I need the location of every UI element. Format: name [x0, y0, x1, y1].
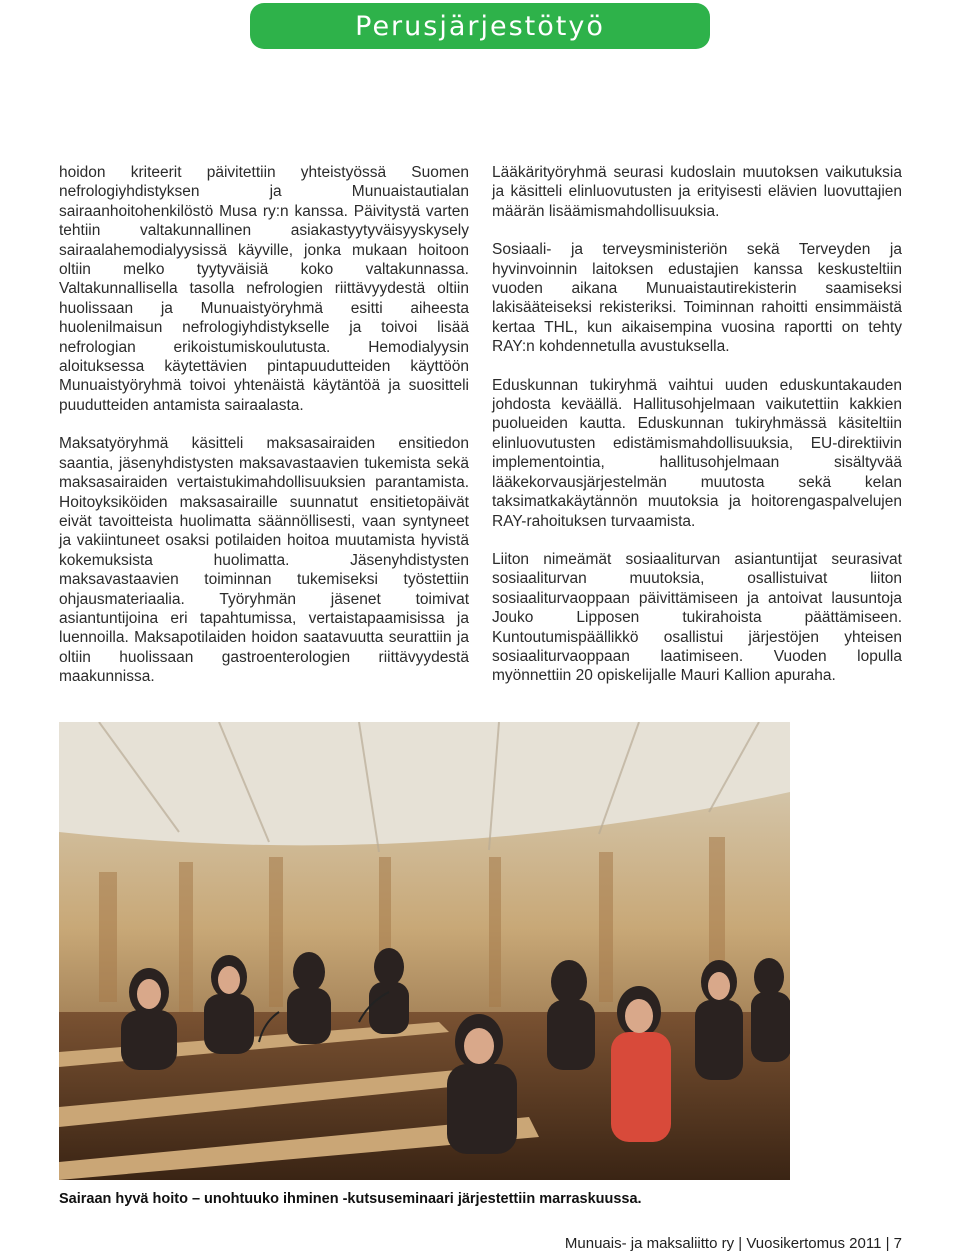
section-header: [250, 3, 710, 49]
seminar-photo-illustration: [59, 722, 790, 1180]
paragraph: Maksatyöryhmä käsitteli maksasairaiden ensitiedon saantia, jäsenyhdistysten maksavastaavien tukemista sekä maksasairaiden vertaistukimahdollisuuksien parantamista. Hoitoyksiköiden maksasairaille suunnatut ensitietopäivät eivät tavoitteista huolimatta säännöllisesti, vaan syntyneet ja vakiintuneet osaksi potilaiden hoitoa muutamista hyvistä kokemuksista huolimatta. Jäsenyhdistysten maksavastaavien toiminnan tukemiseksi työstettiin ohjausmateriaalia. Työryhmän jäsenet toimivat asiantuntijoina eri tapahtumissa, vertaistapaamisissa ja luennoilla. Maksapotilaiden hoidon saatavuutta seurattiin ja oltiin huolissaan gastroenterologien riittävyydestä maakunnissa.: [59, 435, 469, 686]
paragraph: Lääkärityöryhmä seurasi kudoslain muutoksen vaikutuksia ja käsitteli elinluovutusten ja erityisesti elävien luovuttajien määrän lisäämismahdollisuuksia.: [492, 164, 902, 220]
paragraph: hoidon kriteerit päivitettiin yhteistyössä Suomen nefrologiyhdistyksen ja Munuaistautialan sairaanhoitohenkilöstö Musa ry:n kanssa. Päivitystä varten tehtiin valtakunnallinen asiakastyytyväisyyskysely sairaalahemodialyysissä käyville, jonka mukaan hoitoon oltiin melko tyytyväisiä koko valtakunnassa. Valtakunnallisella tasolla nefrologien riittävyydestä oltiin huolissaan ja Munuaistyöryhmä esitti aiheesta huolenilmaisun nefrologiyhdistykselle ja toivoi lisää nefrologian erikoistumiskoulutusta. Hemodialyysin aloituksessa käytettävien pintapuudutteiden käyttöön Munuaistyöryhmä toivoi yhtenäistä käytäntöä ja suositteli puudutteiden antamista sairaalasta.: [59, 164, 469, 414]
section-title: Perusjärjestötyö: [355, 10, 605, 42]
page-footer: Munuais- ja maksaliitto ry | Vuosikertomus 2011 | 7: [564, 1235, 902, 1252]
left-column: [59, 163, 469, 706]
photo-caption: Sairaan hyvä hoito – unohtuuko ihminen -kutsuseminaari järjestettiin marraskuussa.: [59, 1191, 642, 1207]
paragraph: Eduskunnan tukiryhmä vaihtui uuden eduskuntakauden johdosta keväällä. Hallitusohjelmaan vaikutettiin kakkien puolueiden kautta. Eduskunnan tukiryhmässä käsiteltiin elinluovutusten edistämismahdollisuuksia, EU-direktiivin implementointia, hallitusohjelmaan sisältyvää lääkekorvausjärjestelmän muutosta sekä kelan taksimatkakäytännön muutoksia ja hoitorengaspalvelujen RAY-rahoituksen turvaamista.: [492, 376, 902, 530]
seminar-photo: [59, 722, 790, 1180]
right-column: [492, 163, 902, 705]
paragraph: Sosiaali- ja terveysministeriön sekä Terveyden ja hyvinvoinnin laitoksen edustajien kanssa keskusteltiin vuoden aikana Munuaistautirekisterin saamiseksi lakisääteiseksi rekisteriksi. Toiminnan rahoitti ensimmäistä kertaa THL, kun aikaisempina vuosina raportti on tehty RAY:n kohdennetulla avustuksella.: [492, 241, 902, 356]
paragraph: Liiton nimeämät sosiaaliturvan asiantuntijat seurasivat sosiaaliturvan muutoksia, osallistuivat liiton sosiaaliturvaoppaan päivittämiseen ja antoivat lausuntoja Jouko Lipposen tukirahoista päättämiseen. Kuntoutumispäällikkö osallistui järjestöjen yhteisen sosiaaliturvaoppaan laatimiseen. Vuoden lopulla myönnettiin 20 opiskelijalle Mauri Kallion apuraha.: [492, 550, 902, 685]
